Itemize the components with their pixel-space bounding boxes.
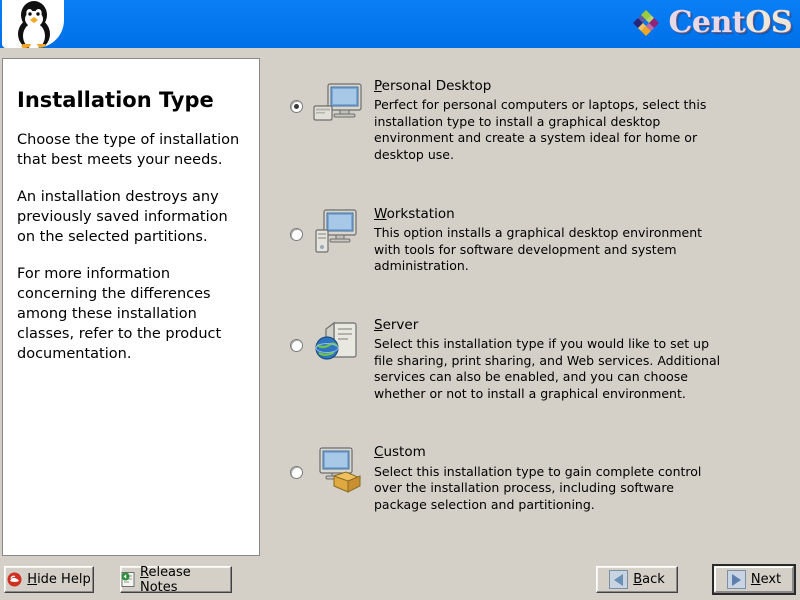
centos-word-os: OS bbox=[745, 5, 792, 40]
accel-key: C bbox=[374, 444, 384, 461]
label-rest: ide Help bbox=[37, 572, 91, 587]
installation-type-options bbox=[266, 58, 796, 556]
radio-workstation[interactable] bbox=[290, 228, 303, 241]
option-title-workstation bbox=[374, 206, 728, 222]
help-paragraph-2: An installation destroys any previously saved information on the selected partitions. bbox=[17, 189, 228, 246]
centos-swirl-icon bbox=[629, 6, 663, 40]
centos-logo bbox=[629, 2, 792, 44]
release-notes-button[interactable] bbox=[120, 566, 232, 593]
next-label bbox=[751, 572, 781, 587]
option-title-server bbox=[374, 317, 728, 333]
accel-key: R bbox=[140, 564, 149, 580]
workstation-computer-icon bbox=[310, 204, 364, 258]
help-paragraph-1: Choose the type of installation that best meets your needs. bbox=[17, 132, 240, 169]
option-personal-desktop[interactable] bbox=[266, 58, 796, 164]
help-paragraph-3: For more information concerning the differences among these installation classes, refer to the product documentation. bbox=[17, 266, 222, 363]
option-server[interactable] bbox=[266, 297, 796, 403]
radio-personal-desktop[interactable] bbox=[290, 100, 303, 113]
accel-key: B bbox=[633, 572, 643, 587]
label-rest: elease Notes bbox=[140, 564, 191, 595]
document-arrow-icon bbox=[121, 572, 135, 587]
label-rest: ack bbox=[642, 572, 665, 587]
centos-word-cent: Cent bbox=[668, 5, 746, 40]
centos-wordmark bbox=[668, 5, 792, 40]
accel-key: W bbox=[374, 205, 387, 222]
accel-key: N bbox=[750, 572, 761, 587]
title-rest: ersonal Desktop bbox=[381, 78, 492, 94]
penguin-icon bbox=[10, 0, 58, 48]
next-button[interactable] bbox=[712, 564, 796, 595]
option-description-custom: Select this installation type to gain complete control over the installation process, including software package selection and partitioning. bbox=[374, 463, 702, 512]
arrow-left-icon bbox=[609, 570, 628, 589]
option-title-personal-desktop bbox=[374, 78, 728, 94]
arrow-right-icon bbox=[727, 570, 746, 589]
back-label bbox=[633, 572, 665, 587]
server-globe-icon bbox=[310, 315, 364, 369]
option-description-personal-desktop: Perfect for personal computers or laptops, select this installation type to install a graphical desktop environment and create a system ideal for home or desktop use. bbox=[374, 97, 707, 163]
page-title: Installation Type bbox=[17, 88, 214, 112]
title-rest: erver bbox=[382, 316, 419, 333]
label-rest: ext bbox=[760, 572, 782, 587]
back-button[interactable] bbox=[596, 566, 678, 593]
accel-key: P bbox=[374, 78, 382, 94]
red-hat-icon bbox=[7, 572, 22, 587]
option-title-custom bbox=[374, 444, 728, 460]
accel-key: S bbox=[374, 316, 383, 333]
accel-key: H bbox=[27, 572, 38, 587]
option-description-server: Select this installation type if you would like to set up file sharing, print sharing, and Web services. Additional services can also be enabled, and you can choose whether or not to install a graphical environment. bbox=[374, 335, 721, 401]
penguin-logo bbox=[2, 0, 64, 48]
title-rest: ustom bbox=[383, 444, 426, 461]
hide-help-button[interactable] bbox=[4, 566, 94, 593]
desktop-computer-icon bbox=[310, 76, 364, 130]
radio-server[interactable] bbox=[290, 339, 303, 352]
title-rest: orkstation bbox=[386, 205, 455, 222]
header-banner bbox=[0, 0, 800, 48]
option-description-workstation: This option installs a graphical desktop environment with tools for software development and system administration. bbox=[374, 224, 703, 274]
hide-help-label bbox=[27, 572, 90, 587]
option-workstation[interactable] bbox=[266, 186, 796, 275]
release-notes-label bbox=[140, 565, 231, 595]
custom-package-icon bbox=[310, 442, 364, 496]
option-custom[interactable] bbox=[266, 424, 796, 513]
radio-custom[interactable] bbox=[290, 466, 303, 479]
footer-toolbar bbox=[0, 560, 800, 600]
help-panel bbox=[2, 58, 260, 556]
